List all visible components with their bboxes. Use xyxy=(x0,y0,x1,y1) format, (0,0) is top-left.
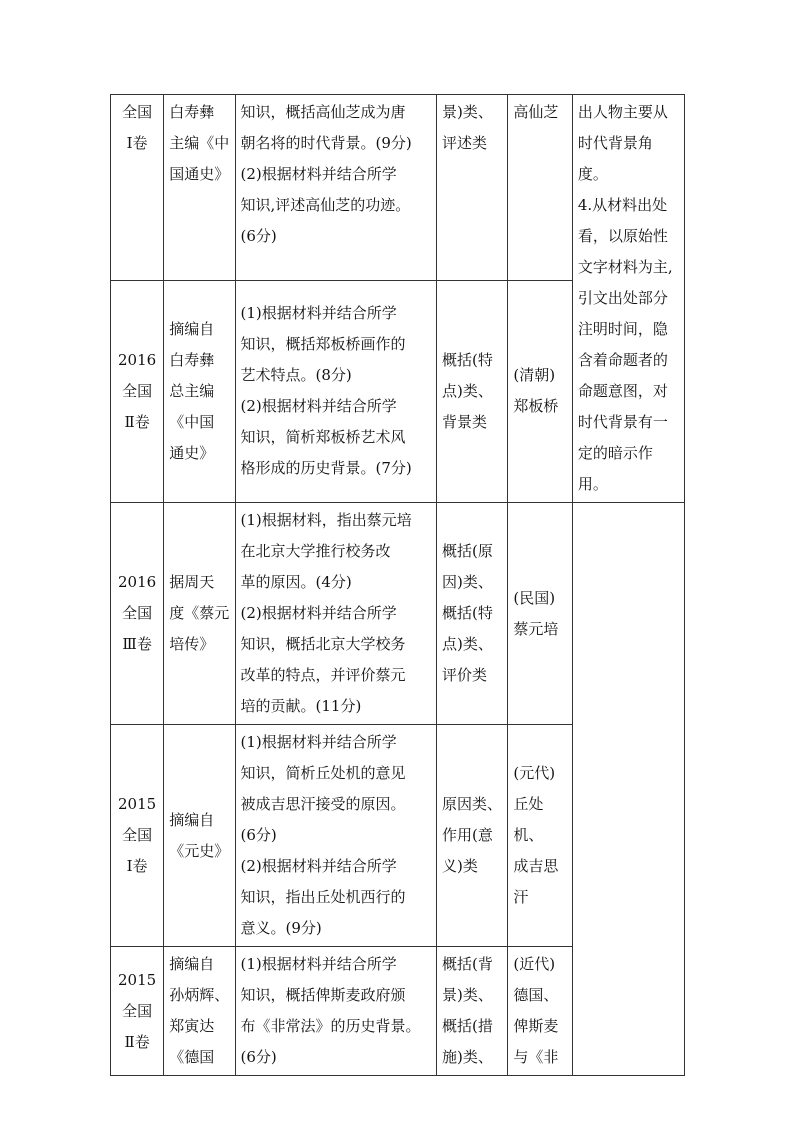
year-cell: 2015 全国 Ⅰ卷 xyxy=(111,725,164,947)
character-cell: (近代) 德国、 俾斯麦 与《非 xyxy=(508,947,573,1076)
character-cell: (清朝) 郑板桥 xyxy=(508,280,573,502)
empty-note-cell xyxy=(572,503,684,1076)
character-cell: (民国) 蔡元培 xyxy=(508,503,573,725)
question-type-cell: 概括(背 景)类、 概括(措 施)类、 xyxy=(437,947,508,1076)
source-cell: 白寿彝 主编《中 国通史》 xyxy=(164,95,235,281)
question-type-cell: 概括(原 因)类、 概括(特 点)类、 评价类 xyxy=(437,503,508,725)
year-cell: 全国 Ⅰ卷 xyxy=(111,95,164,281)
year-cell: 2015 全国 Ⅱ卷 xyxy=(111,947,164,1076)
year-cell: 2016 全国 Ⅲ卷 xyxy=(111,503,164,725)
questions-cell: 知识，概括高仙芝成为唐 朝名将的时代背景。(9分) (2)根据材料并结合所学 知识,评述高仙芝的功迹。 (6分) xyxy=(235,95,437,281)
source-cell: 摘编自 孙炳辉、 郑寅达 《德国 xyxy=(164,947,235,1076)
character-cell: (元代) 丘处机、 成吉思 汗 xyxy=(508,725,573,947)
questions-cell: (1)根据材料并结合所学 知识，简析丘处机的意见 被成吉思汗接受的原因。 (6分) (2)根据材料并结合所学 知识，指出丘处机西行的 意义。(9分) xyxy=(235,725,437,947)
character-cell: 高仙芝 xyxy=(508,95,573,281)
source-cell: 据周天 度《蔡元 培传》 xyxy=(164,503,235,725)
question-type-cell: 概括(特 点)类、 背景类 xyxy=(437,280,508,502)
table-row xyxy=(111,503,685,725)
questions-cell: (1)根据材料并结合所学 知识，概括俾斯麦政府颁 布《非常法》的历史背景。 (6分) xyxy=(235,947,437,1076)
questions-cell: (1)根据材料并结合所学 知识，概括郑板桥画作的 艺术特点。(8分) (2)根据材料并结合所学 知识，简析郑板桥艺术风 格形成的历史背景。(7分) xyxy=(235,280,437,502)
exam-analysis-table xyxy=(110,94,685,1076)
questions-cell: (1)根据材料，指出蔡元培 在北京大学推行校务改 革的原因。(4分) (2)根据材料并结合所学 知识，概括北京大学校务 改革的特点，并评价蔡元 培的贡献。(11分) xyxy=(235,503,437,725)
question-type-cell: 原因类、 作用(意 义)类 xyxy=(437,725,508,947)
source-cell: 摘编自 白寿彝 总主编 《中国 通史》 xyxy=(164,280,235,502)
year-cell: 2016 全国 Ⅱ卷 xyxy=(111,280,164,502)
table-row xyxy=(111,95,685,281)
question-type-cell: 景)类、 评述类 xyxy=(437,95,508,281)
source-cell: 摘编自 《元史》 xyxy=(164,725,235,947)
analysis-note-cell: 出人物主要从 时代背景角度。 4.从材料出处 看，以原始性 文字材料为主, 引文出处部分 注明时间，隐 含着命题者的 命题意图，对 时代背景有一 定的暗示作用。 xyxy=(572,95,684,503)
